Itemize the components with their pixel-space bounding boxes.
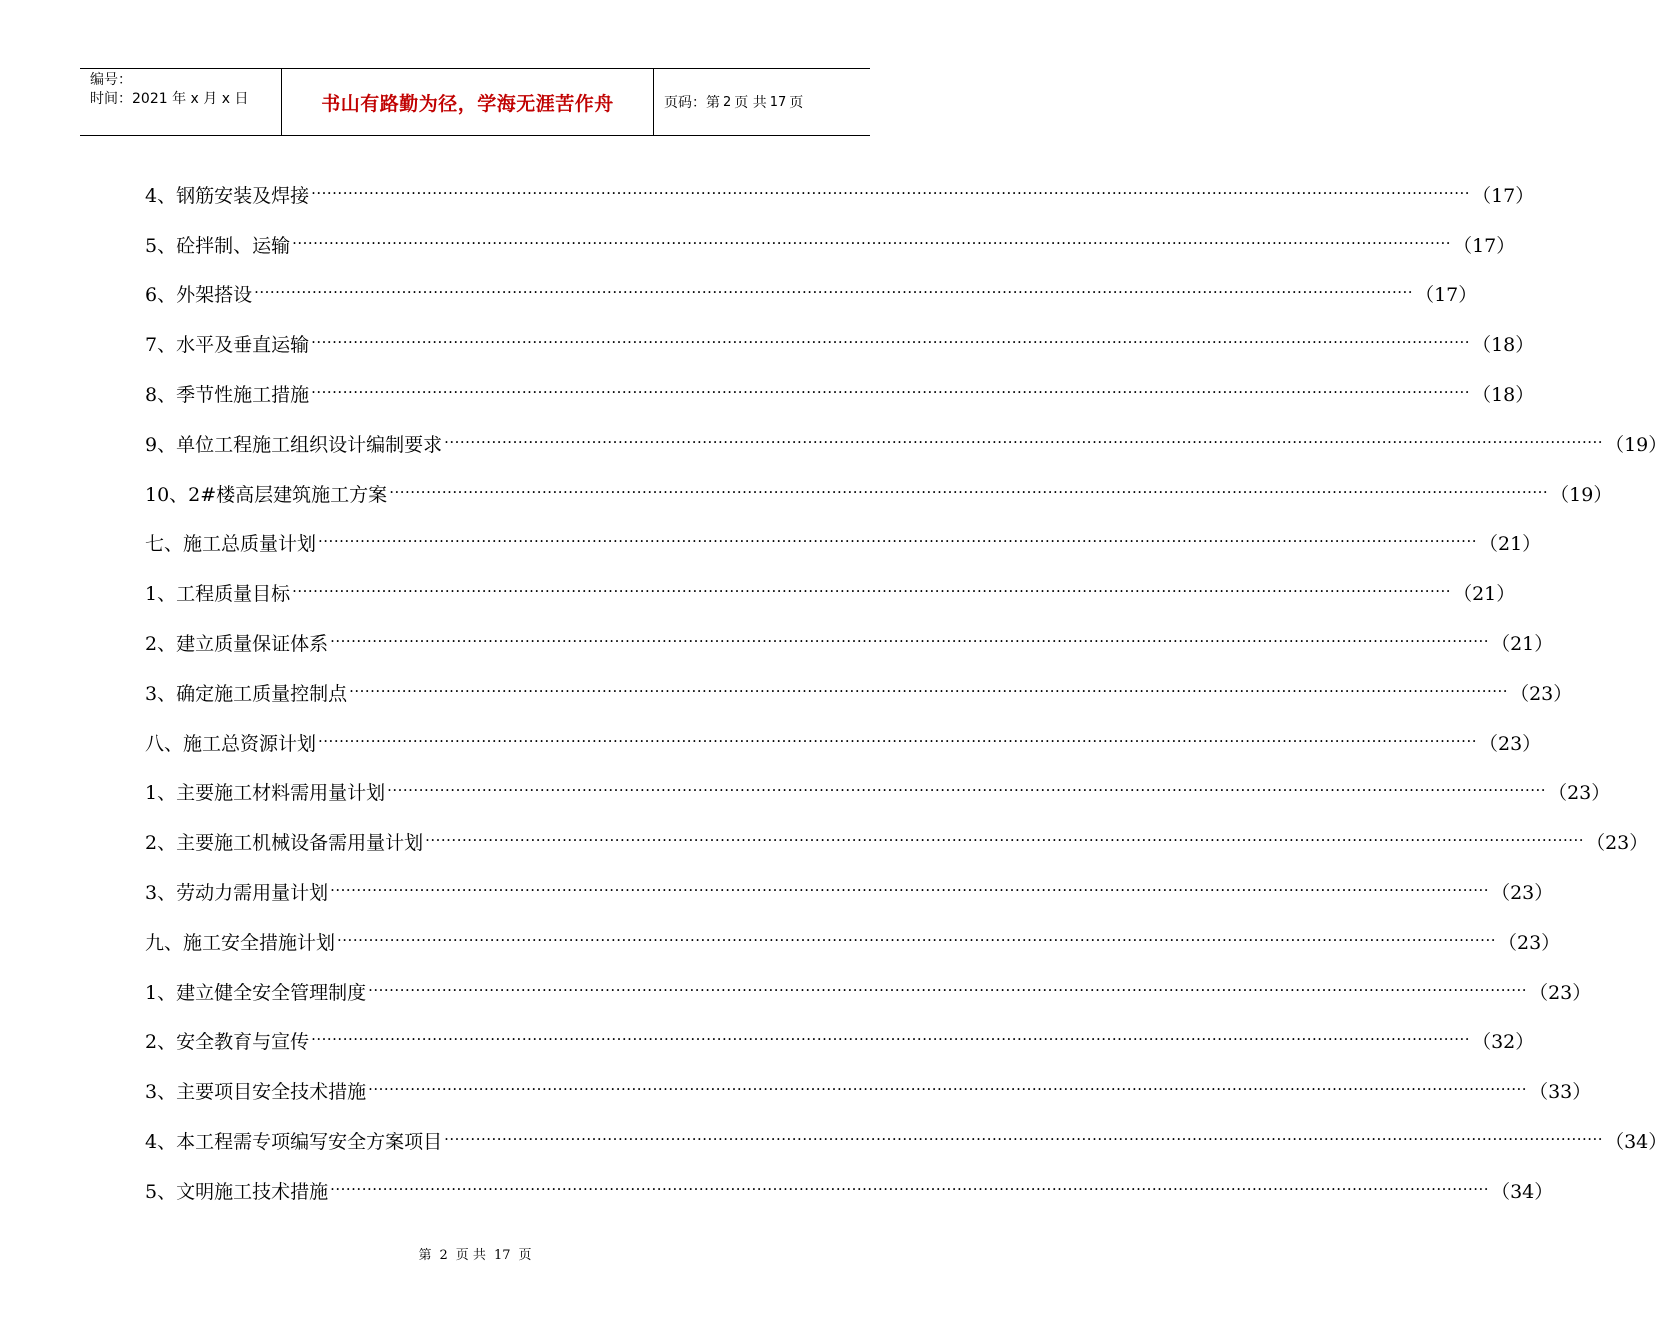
toc-entry-label: 八、施工总资源计划 xyxy=(145,732,317,755)
toc-entry-page: （23） xyxy=(1479,732,1542,755)
header-motto: 书山有路勤为径，学海无涯苦作舟 xyxy=(282,69,654,135)
toc-entry-label: 1、主要施工材料需用量计划 xyxy=(145,782,386,805)
toc-entry-label: 2、主要施工机械设备需用量计划 xyxy=(145,832,424,855)
toc-entry[interactable] xyxy=(145,407,1667,457)
toc-leader-dots: ···························································································································································································································· xyxy=(311,333,1471,352)
toc-leader-dots: ···························································································································································································································· xyxy=(368,980,1528,999)
toc-entry[interactable] xyxy=(145,1154,1554,1204)
toc-entry-label: 九、施工安全措施计划 xyxy=(145,931,336,954)
toc-leader-dots: ···························································································································································································································· xyxy=(330,1179,1490,1198)
toc-entry-page: （34） xyxy=(1491,1180,1554,1203)
toc-entry[interactable] xyxy=(145,357,1535,407)
toc-entry-page: （21） xyxy=(1479,533,1542,556)
toc-entry-page: （18） xyxy=(1472,334,1535,357)
toc-leader-dots: ···························································································································································································································· xyxy=(318,731,1477,750)
toc-entry-label: 2、建立质量保证体系 xyxy=(145,632,329,655)
toc-entry-label: 7、水平及垂直运输 xyxy=(145,334,310,357)
toc-entry-label: 6、外架搭设 xyxy=(145,284,253,307)
table-of-contents xyxy=(145,158,1667,1204)
toc-entry[interactable] xyxy=(145,1005,1535,1055)
toc-entry-page: （23） xyxy=(1548,782,1611,805)
toc-leader-dots: ···························································································································································································································· xyxy=(444,432,1604,451)
toc-entry[interactable] xyxy=(145,208,1516,258)
toc-entry[interactable] xyxy=(145,706,1542,756)
toc-entry[interactable] xyxy=(145,556,1516,606)
toc-entry-page: （17） xyxy=(1453,234,1516,257)
toc-entry-page: （21） xyxy=(1491,632,1554,655)
toc-leader-dots: ···························································································································································································································· xyxy=(311,1030,1471,1049)
toc-leader-dots: ···························································································································································································································· xyxy=(311,183,1471,202)
toc-entry-label: 9、单位工程施工组织设计编制要求 xyxy=(145,433,443,456)
toc-entry[interactable] xyxy=(145,606,1554,656)
toc-entry-label: 5、砼拌制、运输 xyxy=(145,234,291,257)
document-date-label: 时间：2021 年 x 月 x 日 xyxy=(90,91,249,107)
toc-entry-label: 4、钢筋安装及焊接 xyxy=(145,184,310,207)
header-meta xyxy=(80,69,282,135)
toc-entry-label: 3、主要项目安全技术措施 xyxy=(145,1081,367,1104)
toc-leader-dots: ···························································································································································································································· xyxy=(389,482,1549,501)
toc-entry-page: （18） xyxy=(1472,383,1535,406)
toc-entry-label: 2、安全教育与宣传 xyxy=(145,1031,310,1054)
page-footer xyxy=(0,1244,950,1263)
toc-leader-dots: ···························································································································································································································· xyxy=(292,233,1452,252)
toc-entry[interactable] xyxy=(145,457,1613,507)
toc-leader-dots: ···························································································································································································································· xyxy=(330,631,1490,650)
toc-entry-label: 5、文明施工技术措施 xyxy=(145,1180,329,1203)
footer-mid: 页 共 xyxy=(455,1248,486,1263)
page-header xyxy=(80,68,870,136)
toc-entry-page: （23） xyxy=(1498,931,1561,954)
toc-leader-dots: ···························································································································································································································· xyxy=(254,283,1414,302)
toc-entry[interactable] xyxy=(145,756,1611,806)
toc-entry-page: （33） xyxy=(1529,1081,1592,1104)
toc-entry[interactable] xyxy=(145,955,1592,1005)
toc-entry-page: （19） xyxy=(1605,433,1667,456)
page-info-current: 2 xyxy=(723,94,732,110)
footer-total: 17 xyxy=(493,1248,511,1263)
toc-entry-label: 8、季节性施工措施 xyxy=(145,383,310,406)
toc-leader-dots: ···························································································································································································································· xyxy=(425,831,1585,850)
toc-leader-dots: ···························································································································································································································· xyxy=(444,1129,1604,1148)
toc-entry-label: 1、工程质量目标 xyxy=(145,583,291,606)
toc-entry-label: 七、施工总质量计划 xyxy=(145,533,317,556)
toc-entry-page: （23） xyxy=(1491,881,1554,904)
page-info-suffix: 页 xyxy=(789,95,804,111)
toc-entry-page: （19） xyxy=(1550,483,1613,506)
toc-entry-label: 10、2#楼高层建筑施工方案 xyxy=(145,483,388,506)
toc-entry-page: （32） xyxy=(1472,1031,1535,1054)
toc-entry-page: （21） xyxy=(1453,583,1516,606)
toc-entry-page: （23） xyxy=(1510,682,1573,705)
toc-entry-page: （23） xyxy=(1586,832,1649,855)
toc-entry[interactable] xyxy=(145,855,1554,905)
header-page-info xyxy=(654,69,870,135)
toc-entry-label: 4、本工程需专项编写安全方案项目 xyxy=(145,1130,443,1153)
toc-entry[interactable] xyxy=(145,258,1478,308)
toc-entry-label: 3、劳动力需用量计划 xyxy=(145,881,329,904)
toc-leader-dots: ···························································································································································································································· xyxy=(318,532,1477,551)
toc-leader-dots: ···························································································································································································································· xyxy=(368,1080,1528,1099)
toc-entry-page: （23） xyxy=(1529,981,1592,1004)
toc-leader-dots: ···························································································································································································································· xyxy=(292,582,1452,601)
toc-leader-dots: ···························································································································································································································· xyxy=(387,781,1547,800)
toc-entry[interactable] xyxy=(145,905,1561,955)
toc-entry[interactable] xyxy=(145,1104,1667,1154)
toc-entry-page: （34） xyxy=(1605,1130,1667,1153)
toc-entry[interactable] xyxy=(145,507,1542,557)
toc-entry-page: （17） xyxy=(1472,184,1535,207)
toc-entry-label: 3、确定施工质量控制点 xyxy=(145,682,348,705)
toc-leader-dots: ···························································································································································································································· xyxy=(349,681,1509,700)
document-number-label: 编号： xyxy=(90,72,132,88)
page-info-mid: 页 共 xyxy=(734,95,767,111)
toc-leader-dots: ···························································································································································································································· xyxy=(337,930,1496,949)
page-info-prefix: 页码：第 xyxy=(664,95,720,111)
footer-suffix: 页 xyxy=(518,1248,532,1263)
toc-entry-page: （17） xyxy=(1415,284,1478,307)
toc-leader-dots: ···························································································································································································································· xyxy=(311,382,1471,401)
page-info-total: 17 xyxy=(769,94,787,110)
footer-current: 2 xyxy=(439,1248,448,1263)
toc-entry[interactable] xyxy=(145,307,1535,357)
toc-entry[interactable] xyxy=(145,805,1649,855)
footer-prefix: 第 xyxy=(418,1248,432,1263)
toc-entry[interactable] xyxy=(145,158,1535,208)
toc-entry-label: 1、建立健全安全管理制度 xyxy=(145,981,367,1004)
toc-entry[interactable] xyxy=(145,656,1573,706)
toc-leader-dots: ···························································································································································································································· xyxy=(330,880,1490,899)
toc-entry[interactable] xyxy=(145,1054,1592,1104)
